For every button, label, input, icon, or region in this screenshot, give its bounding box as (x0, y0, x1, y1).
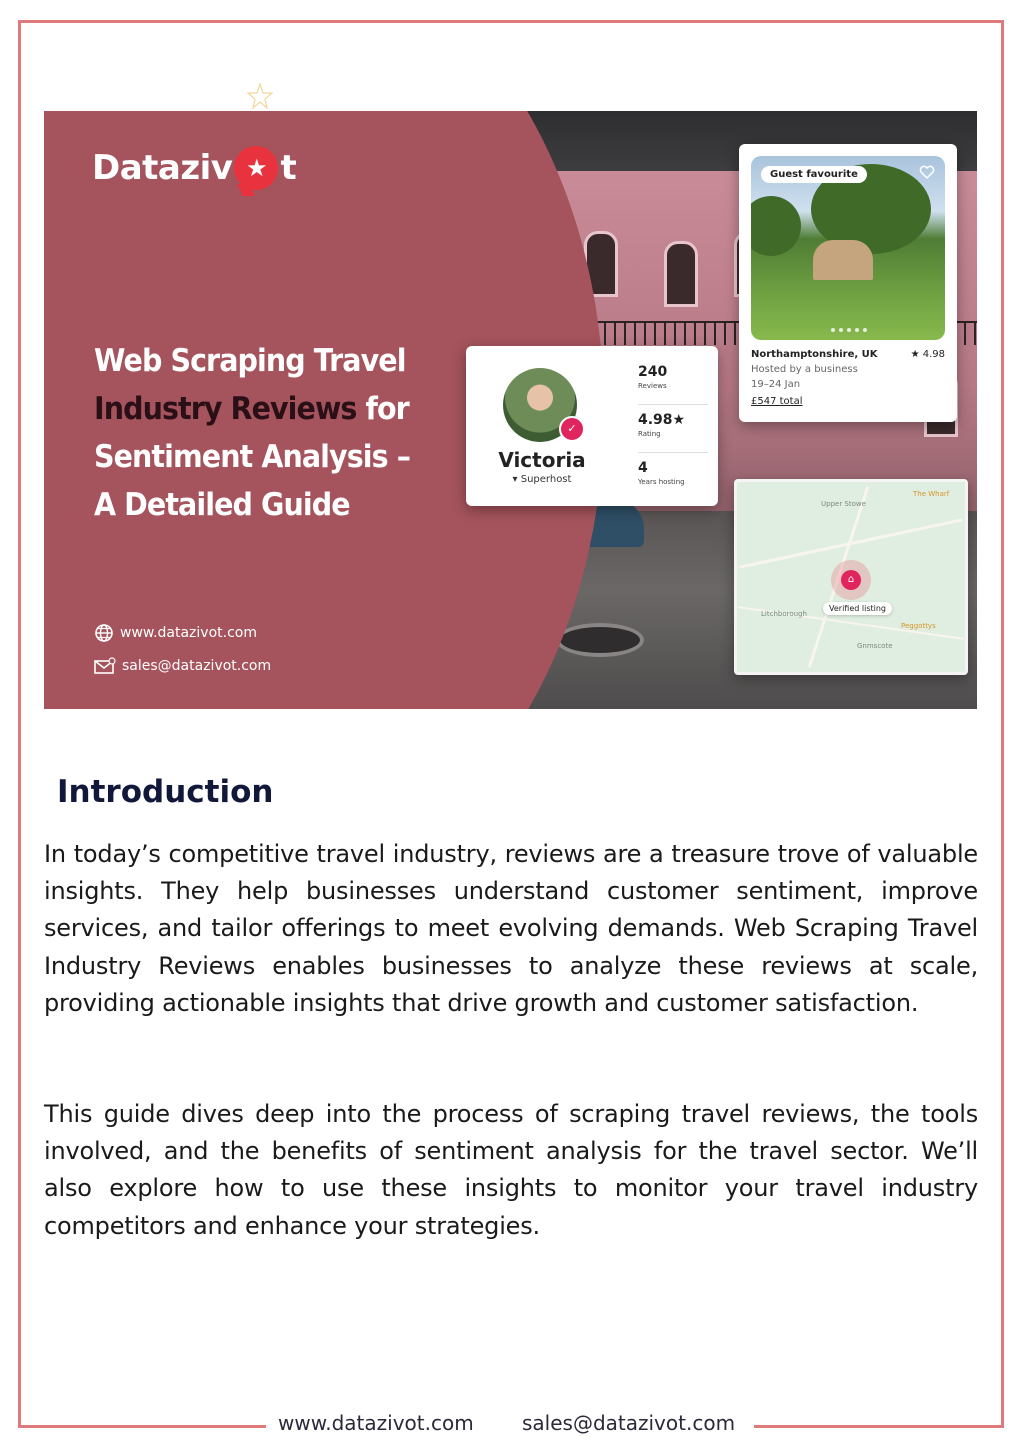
section-title: Introduction (57, 774, 274, 810)
banner-email-text: sales@datazivot.com (122, 658, 272, 674)
photo-hut (813, 240, 873, 280)
host-stat-label: Years hosting (638, 478, 685, 486)
map-label: Upper Stowe (821, 500, 866, 508)
banner-website-text: www.datazivot.com (120, 625, 257, 641)
datazivot-logo (92, 143, 296, 193)
heart-icon[interactable] (919, 164, 935, 180)
listing-photo (751, 156, 945, 340)
headline-line-1: Web Scraping Travel (94, 343, 406, 379)
hero-banner (44, 111, 977, 709)
host-stat-value: 240 (638, 364, 668, 380)
host-stat (638, 412, 708, 438)
banner-manhole (556, 623, 644, 657)
footer-website[interactable]: www.datazivot.com (274, 1411, 478, 1435)
intro-paragraph-2: This guide dives deep into the process of scraping travel reviews, the tools involved, and the benefits of sentiment analysis for the travel sector. We’ll also explore how to use these insights to monitor your travel industry competitors and enhance your strategies. (44, 1100, 978, 1240)
map-label: Litchborough (761, 610, 807, 618)
host-stat-label: Rating (638, 430, 661, 438)
footer-rule-left (18, 1425, 266, 1428)
host-name: Victoria (498, 448, 586, 472)
listing-location: Northamptonshire, UK (751, 349, 878, 360)
map-label: Peggottys (901, 622, 936, 630)
host-stat-value: 4 (638, 460, 648, 476)
map-card (734, 479, 968, 675)
listing-rating: ★ 4.98 (910, 349, 945, 360)
host-stat (638, 460, 708, 486)
star-doodle-icon (246, 82, 274, 110)
verified-listing-label: Verified listing (823, 602, 892, 615)
map-label: The Wharf (913, 490, 950, 498)
mail-icon (94, 657, 116, 675)
host-role-text: Superhost (520, 474, 572, 485)
host-stat (638, 364, 708, 390)
intro-paragraph-1: In today’s competitive travel industry, reviews are a treasure trove of valuable insights. They help businesses understand customer sentiment, improve services, and tailor offerings to meet evolving demands. Web Scraping Travel Industry Reviews enables businesses to analyze these reviews at scale, providing actionable insights that drive growth and customer satisfaction. (44, 840, 978, 1017)
map-label: Gnmscote (857, 642, 893, 650)
guest-favourite-badge: Guest favourite (761, 166, 867, 183)
shield-icon: ✓ (559, 416, 585, 442)
logo-text-right: t (280, 148, 297, 188)
footer-email[interactable]: sales@datazivot.com (518, 1411, 739, 1435)
globe-icon (94, 623, 114, 643)
listing-card (739, 144, 957, 422)
footer-rule-right (754, 1425, 1004, 1428)
host-profile-card (466, 346, 718, 506)
host-role (496, 474, 588, 485)
photo-tree (751, 196, 801, 256)
building-window (664, 241, 698, 307)
stat-divider (638, 404, 708, 405)
headline-line-3: Sentiment Analysis – (94, 439, 411, 475)
headline-line-2-light: for (356, 391, 409, 427)
banner-website[interactable] (94, 623, 257, 643)
listing-host: Hosted by a business (751, 364, 858, 375)
carousel-dots[interactable] (831, 328, 867, 332)
home-pin-icon[interactable]: ⌂ (841, 570, 861, 590)
banner-email[interactable] (94, 657, 271, 675)
banner-headline (94, 337, 425, 529)
headline-line-2 (94, 385, 425, 433)
host-stat-value: 4.98★ (638, 412, 686, 428)
logo-text-left: Dataziv (92, 148, 233, 188)
superhost-icon: ▾ (512, 474, 521, 485)
stat-divider (638, 452, 708, 453)
star-icon: ★ (234, 146, 278, 190)
listing-dates: 19–24 Jan (751, 379, 801, 390)
host-stat-label: Reviews (638, 382, 667, 390)
headline-line-4: A Detailed Guide (94, 487, 350, 523)
headline-line-2-dark: Industry Reviews (94, 391, 357, 427)
listing-price[interactable]: £547 total (751, 396, 803, 407)
